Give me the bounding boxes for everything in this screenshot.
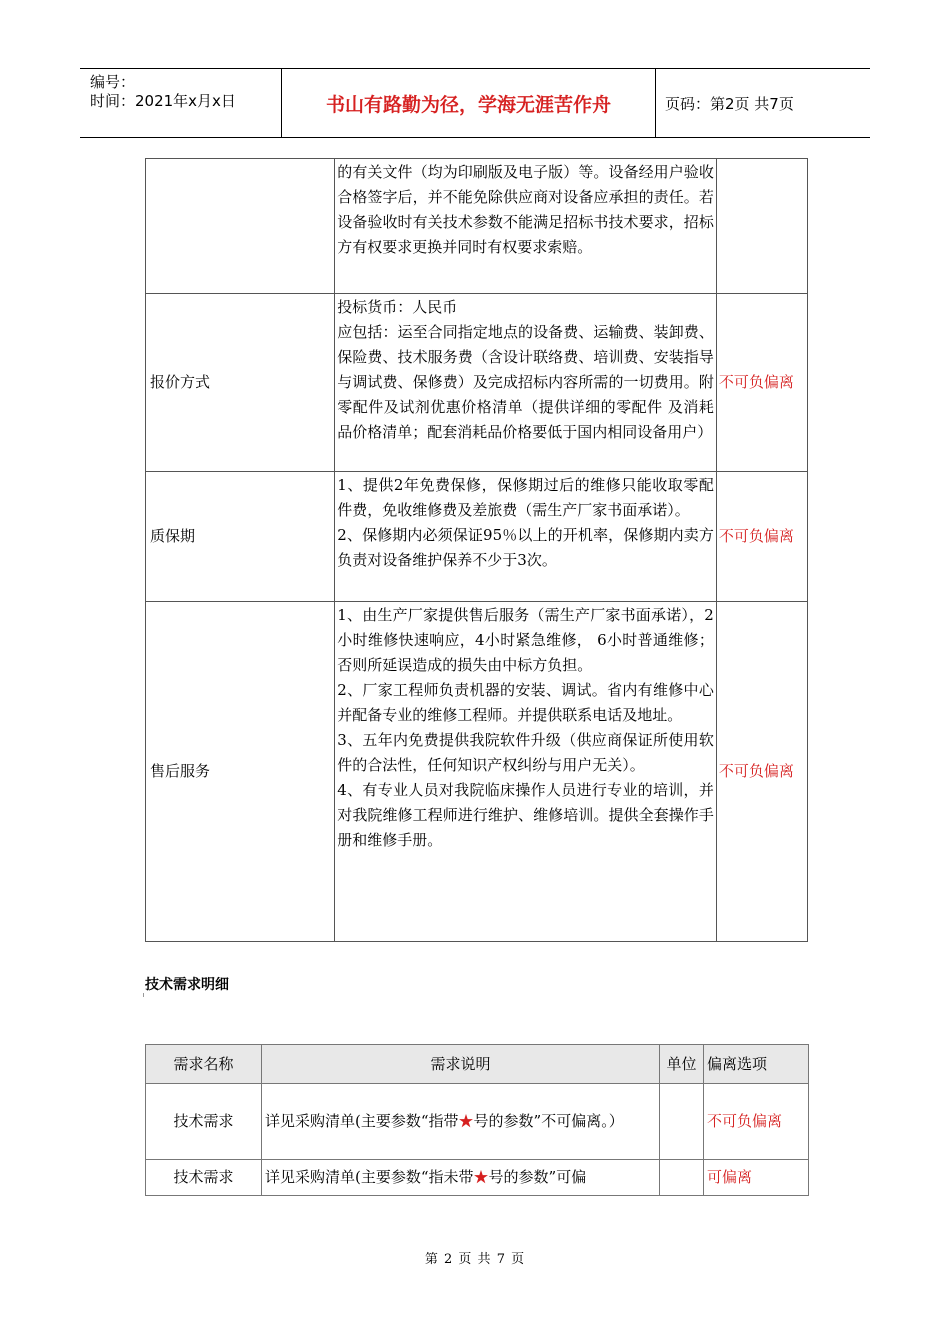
row-label: 质保期 bbox=[146, 472, 335, 602]
requirement-description bbox=[262, 1160, 660, 1196]
description-text: 号的参数”不可偏离。） bbox=[473, 1112, 624, 1130]
section-title: 技术需求明细 bbox=[145, 977, 229, 993]
row-label: 售后服务 bbox=[146, 602, 335, 942]
column-header: 单位 bbox=[660, 1045, 704, 1084]
requirement-unit bbox=[660, 1160, 704, 1196]
requirements-table bbox=[145, 158, 808, 942]
row-content bbox=[335, 472, 717, 602]
requirement-option: 可偏离 bbox=[704, 1160, 809, 1196]
row-label bbox=[146, 159, 335, 294]
row-deviation: 不可负偏离 bbox=[716, 602, 807, 942]
requirement-description bbox=[262, 1084, 660, 1160]
row-content bbox=[335, 159, 717, 294]
header-time-label: 时间：2021年x月x日 bbox=[90, 92, 236, 110]
divider bbox=[143, 993, 144, 997]
row-deviation bbox=[716, 159, 807, 294]
column-header: 需求名称 bbox=[146, 1045, 262, 1084]
star-icon: ★ bbox=[473, 1168, 489, 1186]
row-paragraph: 1、由生产厂家提供售后服务（需生产厂家书面承诺），2小时维修快速响应，4小时紧急维修， 6小时普通维修；否则所延误造成的损失由中标方负担。 bbox=[337, 606, 714, 674]
description-text: 详见采购清单(主要参数“指带 bbox=[265, 1112, 459, 1130]
requirement-option: 不可负偏离 bbox=[704, 1084, 809, 1160]
row-deviation: 不可负偏离 bbox=[716, 294, 807, 472]
page-footer: 第 2 页 共 7 页 bbox=[424, 1252, 526, 1267]
table-row bbox=[146, 602, 808, 942]
row-content bbox=[335, 602, 717, 942]
header-meta bbox=[80, 69, 280, 137]
document-header bbox=[80, 68, 870, 138]
row-content bbox=[335, 294, 717, 472]
header-page-info: 页码：第2页 共7页 bbox=[665, 94, 794, 113]
requirement-name: 技术需求 bbox=[146, 1160, 262, 1196]
column-header: 需求说明 bbox=[262, 1045, 660, 1084]
table-row bbox=[146, 1160, 809, 1196]
row-paragraph: 应包括：运至合同指定地点的设备费、运输费、装卸费、保险费、技术服务费（含设计联络费、培训费、安装指导与调试费、保修费）及完成招标内容所需的一切费用。附零配件及试剂优惠价格清单（提供详细的零配件 及消耗品价格清单；配套消耗品价格要低于国内相同设备用户） bbox=[337, 323, 714, 441]
row-paragraph: 3、五年内免费提供我院软件升级（供应商保证所使用软件的合法性，任何知识产权纠纷与用户无关）。 bbox=[337, 731, 714, 774]
tech-requirements-table bbox=[145, 1044, 809, 1196]
table-row bbox=[146, 472, 808, 602]
row-paragraph: 4、有专业人员对我院临床操作人员进行专业的培训，并对我院维修工程师进行维护、维修培训。提供全套操作手册和维修手册。 bbox=[337, 781, 714, 849]
row-paragraph: 2、厂家工程师负责机器的安装、调试。省内有维修中心并配备专业的维修工程师。并提供联系电话及地址。 bbox=[337, 681, 714, 724]
table-row bbox=[146, 159, 808, 294]
row-paragraph: 1、提供2年免费保修，保修期过后的维修只能收取零配件费，免收维修费及差旅费（需生产厂家书面承诺）。 bbox=[337, 476, 714, 519]
table-row bbox=[146, 294, 808, 472]
header-motto: 书山有路勤为径，学海无涯苦作舟 bbox=[281, 69, 656, 137]
row-deviation: 不可负偏离 bbox=[716, 472, 807, 602]
row-paragraph: 投标货币：人民币 bbox=[337, 298, 458, 316]
table-header-row bbox=[146, 1045, 809, 1084]
row-label: 报价方式 bbox=[146, 294, 335, 472]
column-header: 偏离选项 bbox=[704, 1045, 809, 1084]
header-number-label: 编号： bbox=[90, 73, 136, 91]
row-paragraph: 的有关文件（均为印刷版及电子版）等。设备经用户验收合格签字后，并不能免除供应商对设备应承担的责任。若设备验收时有关技术参数不能满足招标书技术要求，招标方有权要求更换并同时有权要求索赔。 bbox=[337, 163, 714, 256]
description-text: 详见采购清单(主要参数“指未带 bbox=[265, 1168, 474, 1186]
description-text: 号的参数”可偏 bbox=[488, 1168, 587, 1186]
requirement-name: 技术需求 bbox=[146, 1084, 262, 1160]
table-row bbox=[146, 1084, 809, 1160]
star-icon: ★ bbox=[458, 1112, 474, 1130]
row-paragraph: 2、保修期内必须保证95％以上的开机率，保修期内卖方负责对设备维护保养不少于3次。 bbox=[337, 526, 714, 569]
requirement-unit bbox=[660, 1084, 704, 1160]
